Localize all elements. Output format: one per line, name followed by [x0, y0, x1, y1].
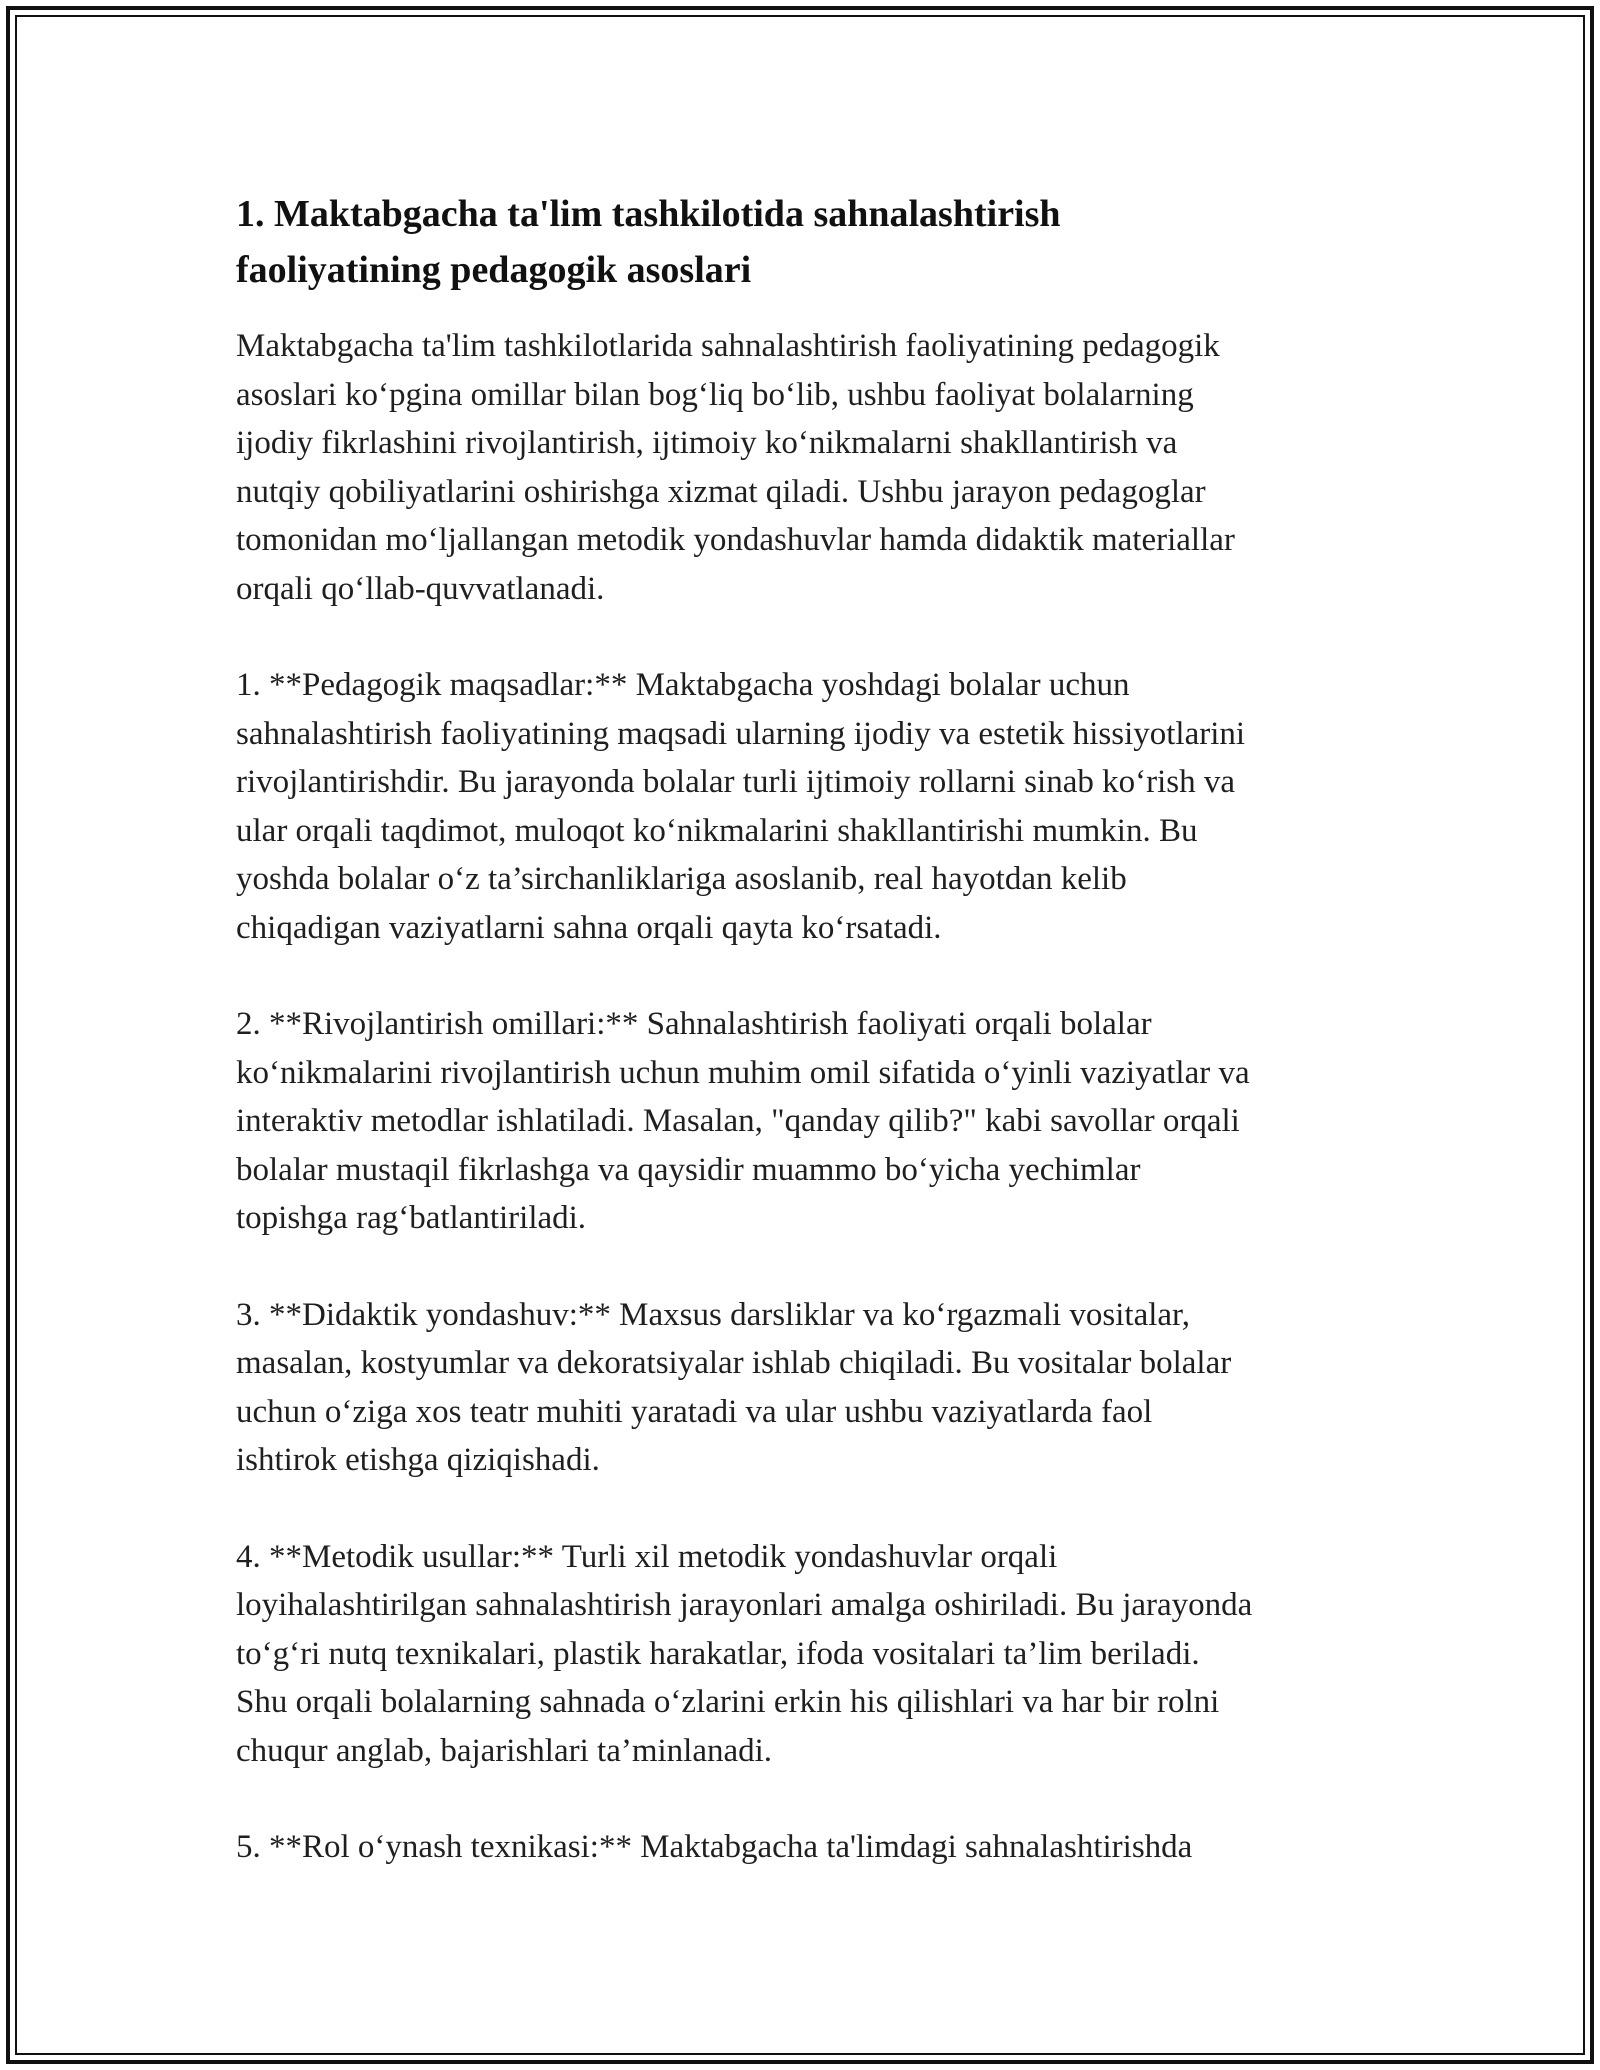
paragraph-line: ular orqali taqdimot, muloqot ko‘nikmalarini shakllantirishi mumkin. Bu: [236, 812, 1198, 849]
document-title: [236, 186, 1386, 298]
paragraph-line: tomonidan mo‘ljallangan metodik yondashuvlar hamda didaktik materiallar: [236, 522, 1235, 558]
paragraph-line: ijodiy fikrlashini rivojlantirish, ijtimoiy ko‘nikmalarni shakllantirish va: [236, 425, 1178, 461]
paragraph-line: interaktiv metodlar ishlatiladi. Masalan, "qanday qilib?" kabi savollar orqali: [236, 1103, 1240, 1139]
title-line: faoliyatining pedagogik asoslari: [236, 249, 752, 291]
paragraph: [236, 1291, 1386, 1485]
paragraph-line: loyihalashtirilgan sahnalashtirish jarayonlari amalga oshiriladi. Bu jarayonda: [236, 1587, 1253, 1623]
paragraph-line: 3. **Didaktik yondashuv:** Maxsus darsliklar va ko‘rgazmali vositalar,: [236, 1296, 1190, 1333]
paragraph-line: ishtirok etishga qiziqishadi.: [236, 1442, 600, 1478]
document-body: [236, 186, 1386, 1920]
paragraph: [236, 1000, 1386, 1243]
paragraph-list: [236, 322, 1386, 1872]
paragraph-line: rivojlantirishdir. Bu jarayonda bolalar turli ijtimoiy rollarni sinab ko‘rish va: [236, 764, 1235, 800]
paragraph-line: 2. **Rivojlantirish omillari:** Sahnalashtirish faoliyati orqali bolalar: [236, 1006, 1152, 1042]
paragraph: [236, 322, 1386, 613]
paragraph-line: 5. **Rol o‘ynash texnikasi:** Maktabgacha ta'limdagi sahnalashtirishda: [236, 1829, 1193, 1865]
paragraph-line: Shu orqali bolalarning sahnada o‘zlarini erkin his qilishlari va har bir rolni: [236, 1684, 1220, 1720]
paragraph: [236, 1533, 1386, 1776]
paragraph-line: chiqadigan vaziyatlarni sahna orqali qayta ko‘rsatadi.: [236, 909, 942, 946]
paragraph-line: 1. **Pedagogik maqsadlar:** Maktabgacha yoshdagi bolalar uchun: [236, 667, 1130, 703]
paragraph-line: chuqur anglab, bajarishlari ta’minlanadi.: [236, 1732, 773, 1769]
paragraph-line: orqali qo‘llab-quvvatlanadi.: [236, 570, 605, 607]
paragraph-line: asoslari ko‘pgina omillar bilan bog‘liq bo‘lib, ushbu faoliyat bolalarning: [236, 376, 1194, 413]
paragraph-line: uchun o‘ziga xos teatr muhiti yaratadi va ular ushbu vaziyatlarda faol: [236, 1393, 1153, 1430]
paragraph: [236, 1823, 1386, 1872]
paragraph-line: bolalar mustaqil fikrlashga va qaysidir muammo bo‘yicha yechimlar: [236, 1151, 1141, 1188]
paragraph-line: ko‘nikmalarini rivojlantirish uchun muhim omil sifatida o‘yinli vaziyatlar va: [236, 1054, 1250, 1091]
paragraph-line: topishga rag‘batlantiriladi.: [236, 1200, 587, 1236]
paragraph-line: 4. **Metodik usullar:** Turli xil metodik yondashuvlar orqali: [236, 1538, 1058, 1575]
paragraph-line: nutqiy qobiliyatlarini oshirishga xizmat qiladi. Ushbu jarayon pedagoglar: [236, 473, 1206, 510]
paragraph-line: masalan, kostyumlar va dekoratsiyalar ishlab chiqiladi. Bu vositalar bolalar: [236, 1345, 1232, 1381]
paragraph-line: yoshda bolalar o‘z ta’sirchanliklariga asoslanib, real hayotdan kelib: [236, 861, 1127, 897]
paragraph-line: to‘g‘ri nutq texnikalari, plastik harakatlar, ifoda vositalari ta’lim beriladi.: [236, 1635, 1200, 1672]
paragraph-line: Maktabgacha ta'lim tashkilotlarida sahnalashtirish faoliyatining pedagogik: [236, 328, 1220, 364]
paragraph-line: sahnalashtirish faoliyatining maqsadi ularning ijodiy va estetik hissiyotlarini: [236, 715, 1246, 752]
title-line: 1. Maktabgacha ta'lim tashkilotida sahnalashtirish: [236, 193, 1061, 235]
paragraph: [236, 661, 1386, 952]
